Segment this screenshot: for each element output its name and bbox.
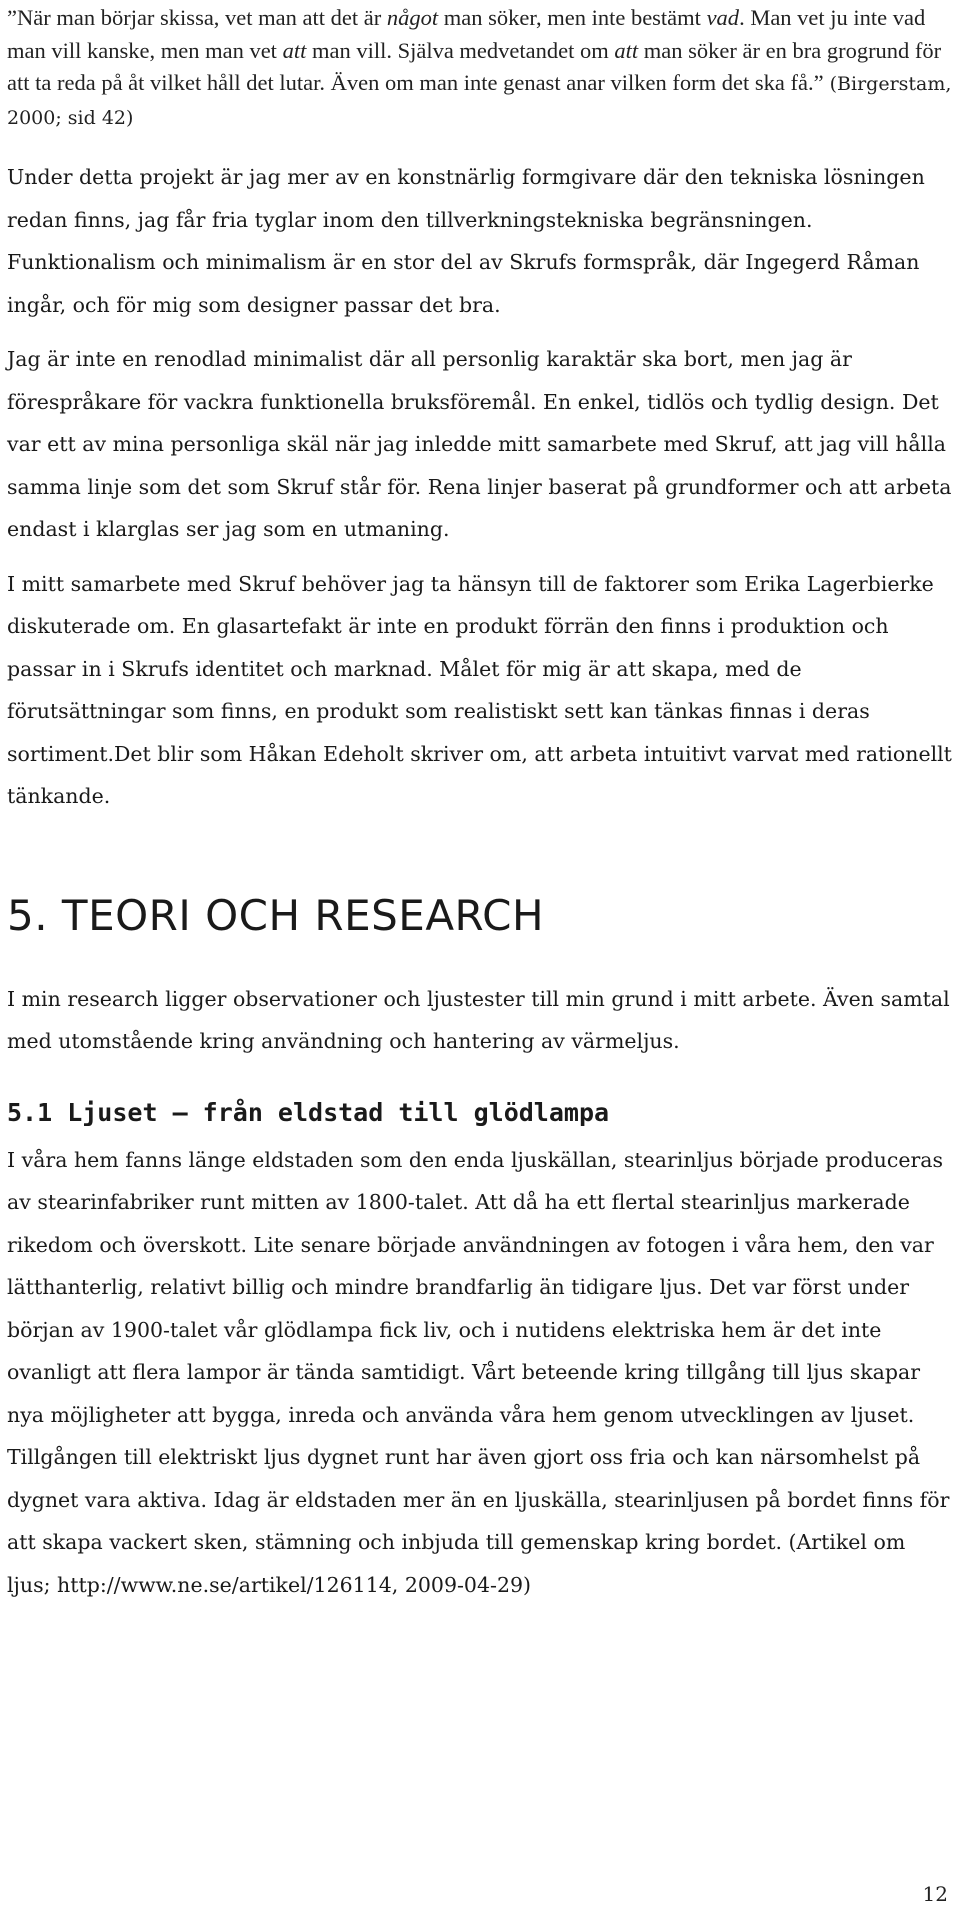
page-number: 12: [922, 1882, 948, 1906]
section-heading: 5. TEORI OCH RESEARCH: [7, 890, 545, 940]
paragraph-artistic-designer: Under detta projekt är jag mer av en konstnärlig formgivare där den tekniska lösningen redan finns, jag får fria tyglar inom den tillverkningstekniska begränsningen. Funktionalism och minimalism är en stor del av Skrufs formspråk, där Ingegerd Råman ingår, och för mig som designer passar det bra.: [7, 165, 925, 317]
quote-text-5: man söker är en bra grogrund för att ta reda på åt vilket håll det lutar. Även om man inte genast anar vilken form det ska få.”: [7, 37, 942, 95]
quote-emphasis-2: vad: [706, 5, 740, 30]
quote-emphasis-4: att: [614, 37, 639, 63]
document-page: [7, 0, 953, 1606]
quote-reference: (Birgerstam, 2000; sid 42): [7, 73, 952, 129]
paragraph-collaboration: I mitt samarbete med Skruf behöver jag ta hänsyn till de faktorer som Erika Lagerbierke diskuterade om. En glasartefakt är inte en produkt förrän den finns i produktion och passar in i Skrufs identitet och marknad. Målet för mig är att skapa, med de förutsättningar som finns, en produkt som realistiskt sett kan tänkas finnas i deras sortiment.Det blir som Håkan Edeholt skriver om, att arbeta intuitivt varvat med rationellt tänkande.: [7, 571, 952, 808]
subsection-heading: 5.1 Ljuset – från eldstad till glödlampa: [7, 1097, 610, 1127]
quote-text-2: man söker, men inte bestämt: [438, 5, 707, 30]
subsection-body: I våra hem fanns länge eldstaden som den enda ljuskällan, stearinljus började produceras av stearinfabriker runt mitten av 1800-talet. Att då ha ett flertal stearinljus markerade rikedom och överskott. Lite senare började användningen av fotogen i våra hem, den var lätthanterlig, relativt billig och mindre brandfarlig än tidigare ljus. Det var först under början av 1900-talet vår glödlampa fick liv, och i nutidens elektriska hem är det inte ovanligt att flera lampor är tända samtidigt. Vårt beteende kring tillgång till ljus skapar nya möjligheter att bygga, inreda och använda våra hem genom utvecklingen av ljuset. Tillgången till elektriskt ljus dygnet runt har även gjort oss fria och kan närsomhelst på dygnet vara aktiva. Idag är eldstaden mer än en ljuskälla, stearinljusen på bordet finns för att skapa vackert sken, stämning och inbjuda till gemenskap kring bordet. (Artikel om ljus; http://www.ne.se/artikel/126114, 2009-04-29): [7, 1147, 950, 1597]
quote-emphasis-1: något: [386, 5, 439, 30]
block-quote: [7, 2, 953, 134]
quote-text-1: ”När man börjar skissa, vet man att det är: [7, 5, 387, 30]
quote-text-4: man vill. Själva medvetandet om: [306, 37, 615, 63]
paragraph-minimalist: Jag är inte en renodlad minimalist där all personlig karaktär ska bort, men jag är förespråkare för vackra funktionella bruksföremål. En enkel, tidlös och tydlig design. Det var ett av mina personliga skäl när jag inledde mitt samarbete med Skruf, att jag vill hålla samma linje som det som Skruf står för. Rena linjer baserat på grundformer och att arbeta endast i klarglas ser jag som en utmaning.: [7, 347, 952, 541]
quote-text-3: . Man vet ju inte vad man vill kanske, men man vet: [7, 5, 926, 63]
quote-emphasis-3: att: [282, 37, 307, 63]
section-intro: I min research ligger observationer och ljustester till min grund i mitt arbete. Även samtal med utomstående kring användning och hantering av värmeljus.: [7, 986, 950, 1053]
